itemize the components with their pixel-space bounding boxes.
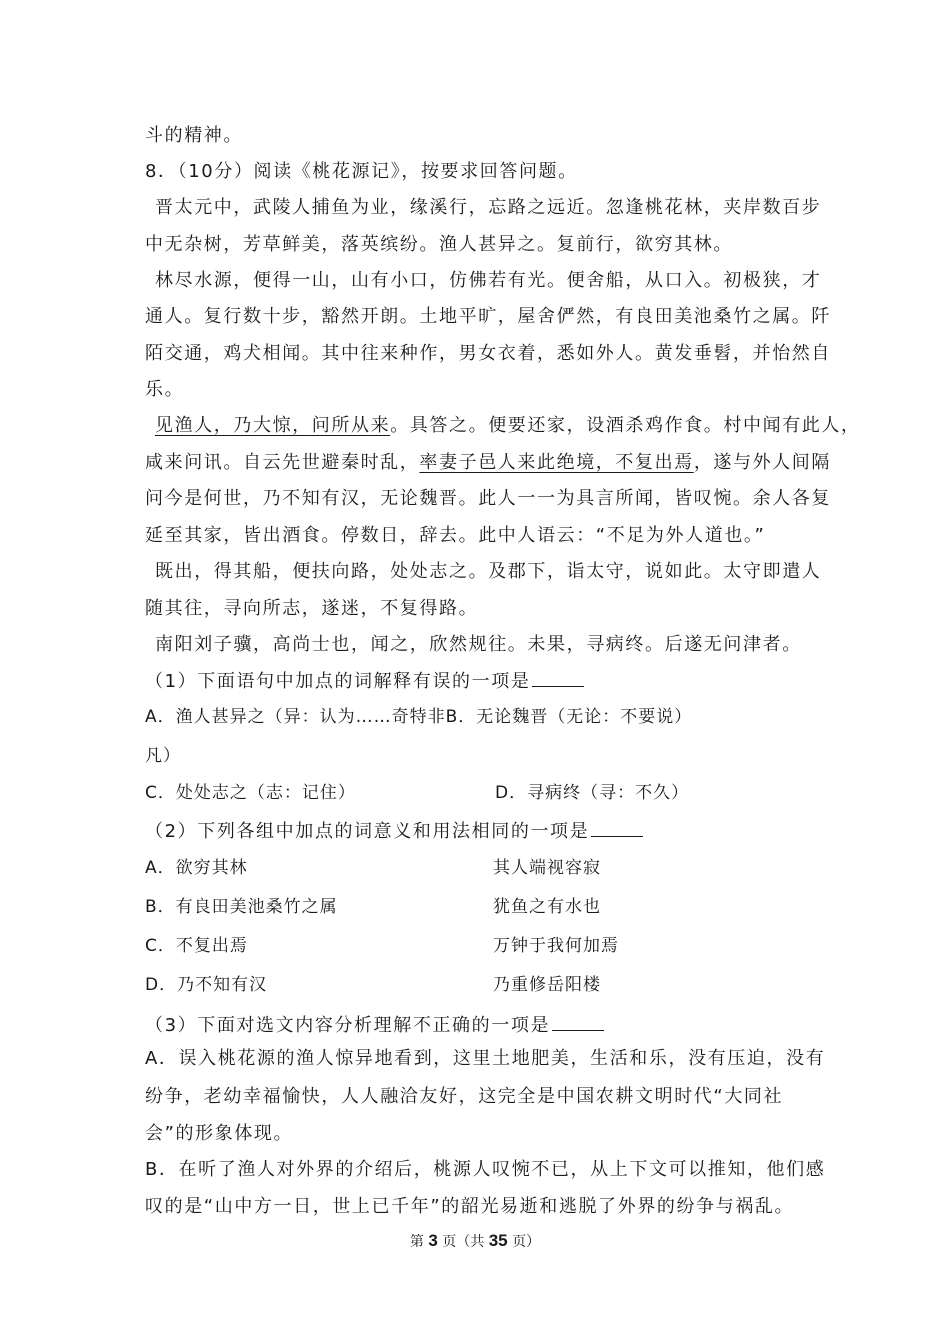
- text-line: 乐。: [145, 379, 185, 400]
- page-number: 3: [428, 1231, 438, 1250]
- option-d-right: 乃重修岳阳楼: [493, 975, 601, 995]
- answer-blank: [552, 1012, 604, 1031]
- sub-question-2-text: （2）下列各组中加点的词意义和用法相同的一项是: [145, 821, 590, 842]
- option-a-wrap: 凡）: [145, 746, 181, 766]
- text-line: 既出，得其船，便扶向路，处处志之。及郡下，诣太守，说如此。太守即遣人: [155, 561, 822, 582]
- option-d-left: D．乃不知有汉: [145, 975, 268, 995]
- text-line: 延至其家，皆出酒食。停数日，辞去。此中人语云：“不足为外人道也。”: [145, 525, 766, 546]
- text-line: 通人。复行数十步，豁然开朗。土地平旷，屋舍俨然，有良田美池桑竹之属。阡: [145, 306, 831, 327]
- sub-question-1: [145, 668, 825, 695]
- page-footer: [0, 1230, 950, 1253]
- text-line: 问今是何世，乃不知有汉，无论魏晋。此人一一为具言所闻，皆叹惋。余人各复: [145, 488, 831, 509]
- text-line: [155, 413, 861, 439]
- option-a-left: A．欲穷其林: [145, 858, 248, 878]
- text-line: 中无杂树，芳草鲜美，落英缤纷。渔人甚异之。复前行，欲穷其林。: [145, 234, 733, 255]
- text-line: 晋太元中，武陵人捕鱼为业，缘溪行，忘路之远近。忽逢桃花林，夹岸数百步: [155, 197, 822, 218]
- answer-blank: [591, 818, 643, 837]
- page-total: 35: [488, 1231, 508, 1250]
- underlined-sentence-1: 见渔人，乃大惊，问所从来: [155, 415, 391, 436]
- text-line: 斗的精神。: [145, 125, 243, 146]
- text-line: 随其往，寻向所志，遂迷，不复得路。: [145, 598, 479, 619]
- option-b-line: B．在听了渔人对外界的介绍后，桃源人叹惋不已，从上下文可以推知，他们感: [145, 1159, 826, 1180]
- text-line: 南阳刘子骥，高尚士也，闻之，欣然规往。未果，寻病终。后遂无问津者。: [155, 634, 802, 655]
- underlined-sentence-2: 率妻子邑人来此绝境，不复出焉: [419, 452, 694, 473]
- footer-suffix: 页）: [507, 1234, 541, 1250]
- option-b-left: B．有良田美池桑竹之属: [145, 897, 338, 917]
- option-a-b: A．渔人甚异之（异：认为……奇特非B．无论魏晋（无论：不要说）: [145, 707, 693, 727]
- answer-blank: [532, 668, 584, 687]
- question-8-title: 8．（10分）阅读《桃花源记》，按要求回答问题。: [145, 161, 578, 182]
- text-span: 。具答之。便要还家，设酒杀鸡作食。村中闻有此人，: [390, 415, 861, 436]
- option-a-right: 其人端视容寂: [493, 858, 601, 878]
- text-line: [145, 450, 832, 476]
- text-span: ，遂与外人间隔: [693, 452, 832, 473]
- footer-prefix: 第: [409, 1234, 429, 1250]
- footer-mid: 页（共: [437, 1234, 489, 1250]
- option-c-left: C．不复出焉: [145, 936, 248, 956]
- sub-question-1-text: （1）下面语句中加点的词解释有误的一项是: [145, 671, 531, 692]
- option-a-line: 纷争，老幼幸福愉快，人人融洽友好，这完全是中国农耕文明时代“大同社: [145, 1086, 784, 1107]
- option-a-line: 会”的形象体现。: [145, 1123, 294, 1144]
- sub-question-3-text: （3）下面对选文内容分析理解不正确的一项是: [145, 1015, 551, 1036]
- text-line: 林尽水源，便得一山，山有小口，仿佛若有光。便舍船，从口入。初极狭，才: [155, 270, 822, 291]
- option-d: D．寻病终（寻：不久）: [495, 783, 690, 803]
- option-c: C．处处志之（志：记住）: [145, 783, 356, 803]
- option-a-line: A．误入桃花源的渔人惊异地看到，这里土地肥美，生活和乐，没有压迫，没有: [145, 1048, 826, 1069]
- sub-question-2: [145, 818, 825, 845]
- sub-question-3: [145, 1012, 825, 1039]
- text-line: 陌交通，鸡犬相闻。其中往来种作，男女衣着，悉如外人。黄发垂髫，并怡然自: [145, 343, 831, 364]
- option-b-right: 犹鱼之有水也: [493, 897, 601, 917]
- option-b-line: 叹的是“山中方一日，世上已千年”的韶光易逝和逃脱了外界的纷争与祸乱。: [145, 1196, 795, 1217]
- text-span: 咸来问讯。自云先世避秦时乱，: [145, 452, 420, 473]
- option-c-right: 万钟于我何加焉: [493, 936, 619, 956]
